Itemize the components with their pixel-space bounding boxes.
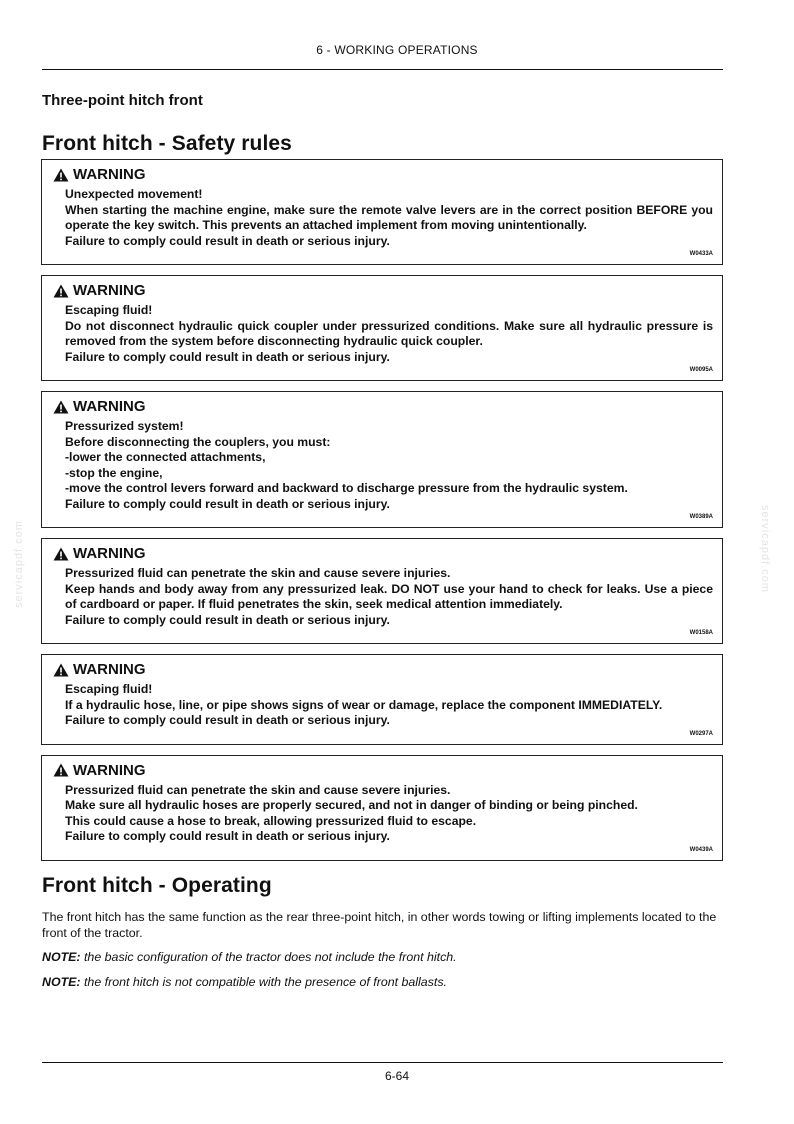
warning-triangle-icon xyxy=(53,547,69,561)
warning-line: -stop the engine, xyxy=(65,465,163,480)
running-header: 6 - WORKING OPERATIONS xyxy=(316,43,478,57)
warning-line: Pressurized fluid can penetrate the skin and cause severe injuries. xyxy=(65,782,451,797)
warning-line: If a hydraulic hose, line, or pipe shows signs of wear or damage, replace the component IMMEDIATELY. xyxy=(65,697,663,712)
warning-line: -lower the connected attachments, xyxy=(65,450,266,464)
warning-box xyxy=(41,275,723,381)
warning-body xyxy=(53,187,713,249)
warning-code: W0297A xyxy=(689,730,713,737)
warning-line: Failure to comply could result in death or serious injury. xyxy=(65,349,390,364)
safety-rules-heading: Front hitch - Safety rules xyxy=(42,132,292,155)
warning-line: Do not disconnect hydraulic quick coupler under pressurized conditions. Make sure all hydraulic pressure is removed from the system before disconnecting hydraulic quick coupler. xyxy=(65,318,713,348)
note-paragraph xyxy=(42,975,724,991)
page-number: 6-64 xyxy=(384,1069,410,1083)
warning-label: WARNING xyxy=(73,282,146,299)
warning-triangle-icon xyxy=(53,168,69,182)
warning-line: Failure to comply could result in death or serious injury. xyxy=(65,612,390,627)
warning-triangle-icon xyxy=(53,284,69,298)
warning-code: W0095A xyxy=(689,367,713,373)
warning-line: Unexpected movement! xyxy=(65,187,203,201)
operating-content xyxy=(42,910,724,999)
footer-rule xyxy=(42,1062,723,1063)
warning-line: When starting the machine engine, make sure the remote valve levers are in the correct position BEFORE you operate the key switch. This prevents an attached implement from moving unintentionally. xyxy=(65,202,713,232)
subsection-title: Three-point hitch front xyxy=(42,92,203,109)
note-label: NOTE: xyxy=(42,950,81,964)
note-label: NOTE: xyxy=(42,974,81,989)
warning-triangle-icon xyxy=(53,663,69,677)
warning-triangle-icon xyxy=(53,400,69,414)
warning-label: WARNING xyxy=(73,761,146,779)
warning-line: Make sure all hydraulic hoses are properly secured, and not in danger of binding or being pinched. xyxy=(65,798,638,812)
warning-code: W0439A xyxy=(689,846,713,853)
warning-header xyxy=(53,545,713,562)
warning-label: WARNING xyxy=(73,661,146,678)
warning-box xyxy=(41,755,723,861)
warning-header xyxy=(53,661,713,678)
warning-line: Escaping fluid! xyxy=(65,682,153,696)
body-paragraph: The front hitch has the same function as the rear three-point hitch, in other words towing or lifting implements located to the front of the tractor. xyxy=(42,910,717,940)
warning-code: W0158A xyxy=(689,630,713,636)
warning-line: Failure to comply could result in death or serious injury. xyxy=(65,233,390,248)
warning-line: Before disconnecting the couplers, you must: xyxy=(65,434,331,449)
warning-line: This could cause a hose to break, allowing pressurized fluid to escape. xyxy=(65,813,477,828)
note-text: the basic configuration of the tractor does not include the front hitch. xyxy=(80,950,457,964)
warning-label: WARNING xyxy=(73,545,146,562)
warning-line: Failure to comply could result in death or serious injury. xyxy=(65,713,390,727)
header-rule xyxy=(42,69,723,70)
operating-heading: Front hitch - Operating xyxy=(42,874,272,897)
warning-line: Failure to comply could result in death or serious injury. xyxy=(65,829,390,843)
note-text: the front hitch is not compatible with the presence of front ballasts. xyxy=(80,974,447,989)
warning-box xyxy=(41,159,723,265)
warning-header xyxy=(53,166,713,183)
watermark-right: servicapdf.com xyxy=(759,505,771,593)
warning-line: Pressurized fluid can penetrate the skin and cause severe injuries. xyxy=(65,566,451,580)
warning-body xyxy=(53,303,713,365)
warning-box xyxy=(41,654,723,745)
warning-body xyxy=(53,682,713,729)
warning-header xyxy=(53,762,713,779)
note-paragraph xyxy=(42,950,724,966)
warning-body xyxy=(53,566,713,628)
warning-label: WARNING xyxy=(73,398,146,415)
warning-line: Keep hands and body away from any pressurized leak. DO NOT use your hand to check for leaks. Use a piece of cardboard or paper. If fluid penetrates the skin, seek medical attention immediately. xyxy=(65,581,713,611)
warning-line: Escaping fluid! xyxy=(65,303,153,317)
warning-line: Failure to comply could result in death or serious injury. xyxy=(65,496,390,511)
warning-code: W0433A xyxy=(689,251,713,257)
warning-list xyxy=(41,159,723,871)
warning-header xyxy=(53,398,713,415)
warning-box xyxy=(41,391,723,528)
warning-triangle-icon xyxy=(53,763,69,777)
warning-header xyxy=(53,282,713,299)
warning-body xyxy=(53,783,713,845)
warning-label: WARNING xyxy=(73,166,146,183)
warning-body xyxy=(53,419,713,512)
warning-line: Pressurized system! xyxy=(65,419,184,433)
watermark-left: servicapdf.com xyxy=(13,520,25,608)
warning-line: -move the control levers forward and backward to discharge pressure from the hydraulic system. xyxy=(65,481,628,495)
warning-code: W0389A xyxy=(689,514,713,520)
warning-box xyxy=(41,538,723,644)
